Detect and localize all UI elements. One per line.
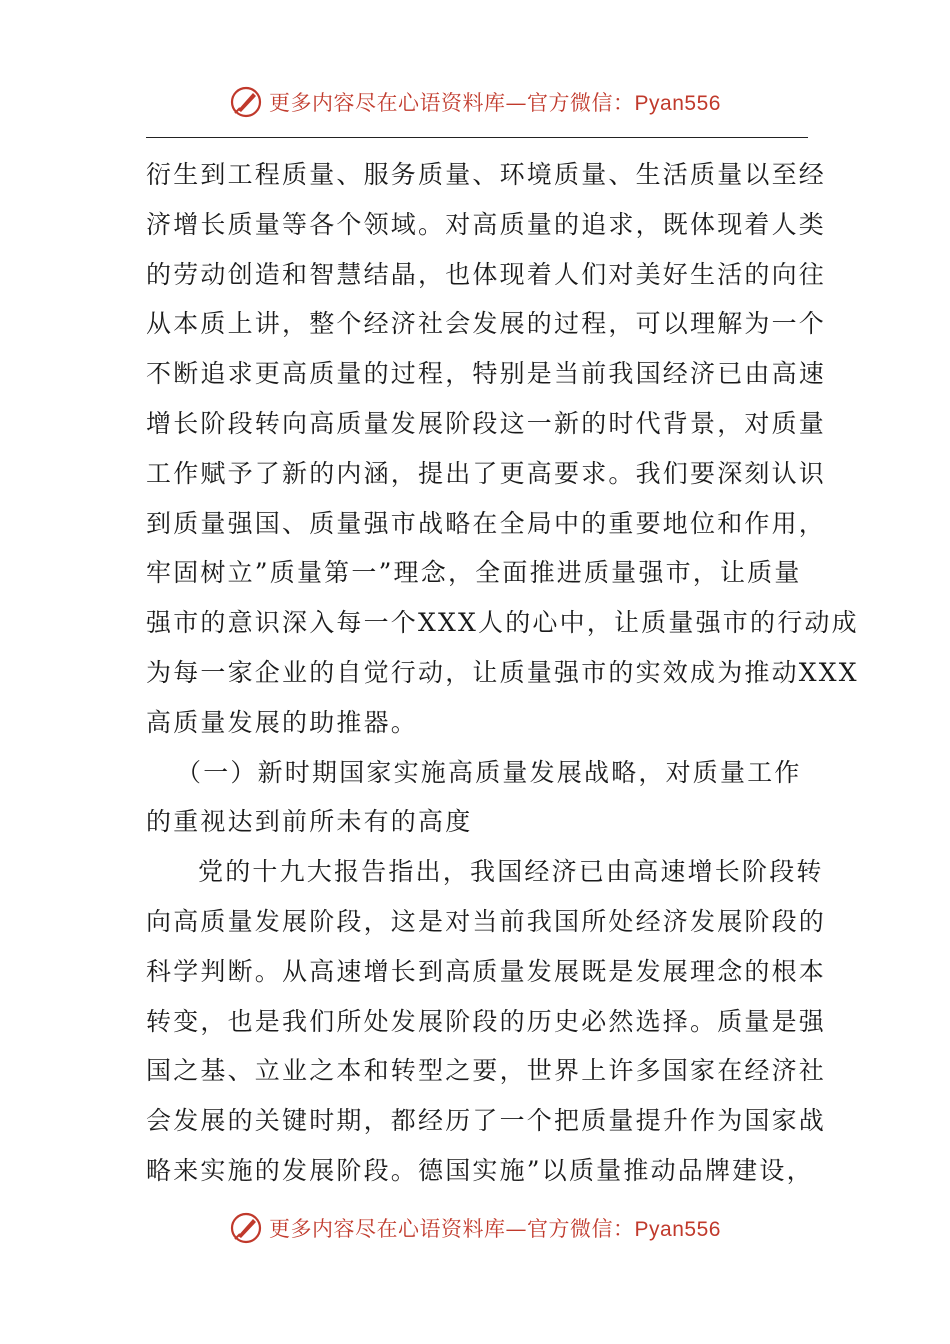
quill-logo-icon: [229, 85, 263, 119]
text-line: 衍生到工程质量、服务质量、环境质量、生活质量以至经: [146, 160, 827, 189]
header-divider: [146, 137, 808, 138]
footer-banner: [0, 1208, 950, 1248]
text-line: 略来实施的发展阶段。德国实施”以质量推动品牌建设，: [146, 1155, 814, 1185]
section-heading: （一）新时期国家实施高质量发展战略，对质量工作: [176, 757, 802, 787]
wechat-id: Pyan556: [634, 1218, 721, 1241]
text-line: 会发展的关键时期，都经历了一个把质量提升作为国家战: [146, 1106, 827, 1136]
paragraph-start: 党的十九大报告指出，我国经济已由高速增长阶段转: [198, 857, 824, 887]
text-line: 从本质上讲，整个经济社会发展的过程，可以理解为一个: [146, 309, 827, 339]
banner-text: 更多内容尽在心语资料库—官方微信：Pyan556: [269, 91, 721, 115]
text-line: 济增长质量等各个领域。对高质量的追求，既体现着人类: [146, 209, 827, 239]
text-line: 增长阶段转向高质量发展阶段这一新的时代背景，对质量: [146, 408, 827, 438]
text-line: 向高质量发展阶段，这是对当前我国所处经济发展阶段的: [146, 906, 827, 936]
text-line: 工作赋予了新的内涵，提出了更高要求。我们要深刻认识: [146, 458, 827, 488]
text-line: 高质量发展的助推器。: [146, 707, 419, 737]
text-line: 牢固树立”质量第一”理念，全面推进质量强市，让质量: [146, 558, 802, 588]
text-line: 科学判断。从高速增长到高质量发展既是发展理念的根本: [146, 956, 827, 986]
wechat-id: Pyan556: [634, 92, 721, 115]
text-line: 的劳动创造和智慧结晶，也体现着人们对美好生活的向往: [146, 259, 827, 289]
text-line: 为每一家企业的自觉行动，让质量强市的实效成为推动XXX: [146, 657, 859, 687]
text-line: 到质量强国、质量强市战略在全局中的重要地位和作用，: [146, 508, 827, 538]
text-line: 转变，也是我们所处发展阶段的历史必然选择。质量是强: [146, 1006, 827, 1036]
document-body: [146, 150, 859, 1196]
text-line: 不断追求更高质量的过程，特别是当前我国经济已由高速: [146, 359, 827, 389]
header-banner: [0, 82, 950, 122]
section-heading-cont: 的重视达到前所未有的高度: [146, 807, 473, 837]
text-line: 国之基、立业之本和转型之要，世界上许多国家在经济社: [146, 1056, 827, 1086]
banner-text: 更多内容尽在心语资料库—官方微信：Pyan556: [269, 1217, 721, 1241]
text-line: 强市的意识深入每一个XXX人的心中，让质量强市的行动成: [146, 608, 859, 638]
quill-logo-icon: [229, 1211, 263, 1245]
